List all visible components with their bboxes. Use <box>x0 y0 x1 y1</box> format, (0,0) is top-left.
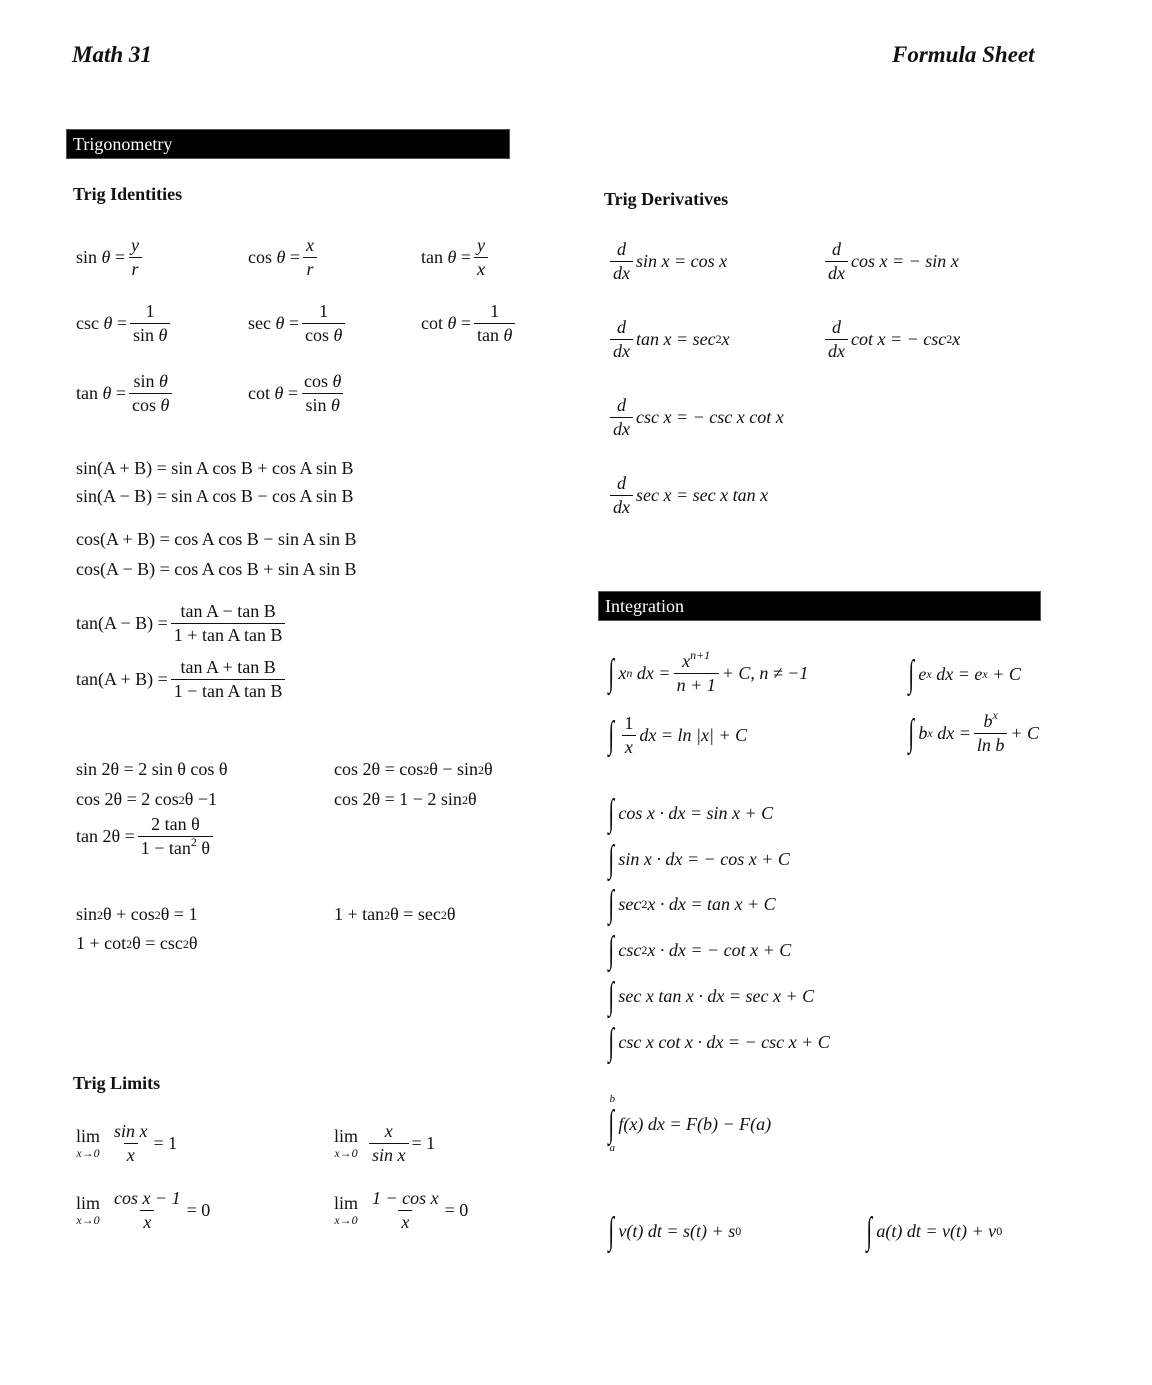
integral-power-rule: ∫ x n dx = $\frac{x^{n+1}}{n + 1}$ + C, n ≠ −1 <box>608 648 809 695</box>
identity-cot: cot θ = $\frac{1}{\text{tan θ}}$ <box>421 302 518 345</box>
identity-sec: sec θ = $\frac{1}{\text{cos θ}}$ <box>248 302 348 345</box>
limit-1-minus-cosx: lim x→0 $\frac{\text{1 − cos x}}{x}$ = 0 <box>334 1188 469 1232</box>
identity-sin-diff: sin(A − B) = sin A cos B − cos A sin B <box>76 486 354 506</box>
identity-cos-sum: cos(A + B) = cos A cos B − sin A sin B <box>76 529 357 549</box>
identity-csc: csc θ = $\frac{1}{\text{sin θ}}$ <box>76 302 173 345</box>
identity-pythagorean-tan: 1 + tan 2 θ = sec 2 θ <box>334 904 456 924</box>
identity-pythagorean-cot: 1 + cot 2 θ = csc 2 θ <box>76 933 198 953</box>
subhead-trig-derivatives: Trig Derivatives <box>604 189 729 209</box>
section-integration: Integration <box>598 591 1041 621</box>
identity-tan-ratio: tan θ = $\frac{\text{sin θ}}{\text{cos θ}}$ <box>76 372 175 415</box>
identity-cos: cos θ = $\frac{x}{r}$ <box>248 236 320 279</box>
identity-cos-double-c: cos 2θ = 1 − 2 sin 2 θ <box>334 789 477 809</box>
derivative-tan: $\frac{d}{dx}$ tan x = sec 2 x <box>607 318 730 361</box>
identity-pythagorean: sin 2 θ + cos 2 θ = 1 <box>76 904 198 924</box>
limit-sinx-over-x: lim x→0 $\frac{\text{sin x}}{x}$ = 1 <box>76 1121 178 1165</box>
course-title: Math 31 <box>72 42 152 67</box>
integral-acceleration: ∫ a(t) dt = v(t) + v 0 <box>866 1210 1003 1252</box>
subhead-trig-limits: Trig Limits <box>73 1073 161 1093</box>
derivative-csc: $\frac{d}{dx}$ csc x = − csc x cot x <box>607 396 784 439</box>
identity-tan-double: tan 2θ = $\frac{\text{2 tan θ}}{1 - \tan^2 \theta}$ <box>76 815 216 858</box>
derivative-cot: $\frac{d}{dx}$ cot x = − csc 2 x <box>822 318 960 361</box>
subhead-trig-identities: Trig Identities <box>73 184 183 204</box>
integral-velocity: ∫ v(t) dt = s(t) + s 0 <box>608 1210 742 1252</box>
integral-cos: ∫ cos x · dx = sin x + C <box>608 792 774 834</box>
integral-sec-squared: ∫ sec 2 x · dx = tan x + C <box>608 883 776 925</box>
identity-tan-diff: tan(A − B) = $\frac{\text{tan A − tan B}}{\text{1 + tan A tan B}}$ <box>76 602 288 645</box>
identity-tan-sum: tan(A + B) = $\frac{\text{tan A + tan B}}{\text{1 − tan A tan B}}$ <box>76 658 288 701</box>
identity-sin-sum: sin(A + B) = sin A cos B + cos A sin B <box>76 458 354 478</box>
derivative-sin: $\frac{d}{dx}$ sin x = cos x <box>607 240 727 283</box>
fundamental-theorem: b ∫ a f(x) dx = F(b) − F(a) <box>608 1093 772 1154</box>
integral-csc-cot: ∫ csc x cot x · dx = − csc x + C <box>608 1021 830 1063</box>
derivative-sec: $\frac{d}{dx}$ sec x = sec x tan x <box>607 474 768 517</box>
integral-base-b-exp: ∫ b x dx = $\frac{b^x}{\text{ln b}}$ + C <box>908 708 1040 755</box>
integral-csc-squared: ∫ csc 2 x · dx = − cot x + C <box>608 929 792 971</box>
identity-cos-double-a: cos 2θ = cos 2 θ − sin 2 θ <box>334 759 493 779</box>
identity-sin-double: sin 2θ = 2 sin θ cos θ <box>76 759 228 779</box>
section-trigonometry: Trigonometry <box>66 129 510 159</box>
identity-tan: tan θ = $\frac{y}{x}$ <box>421 236 491 279</box>
limit-x-over-sinx: lim x→0 $\frac{x}{\text{sin x}}$ = 1 <box>334 1121 436 1165</box>
integral-reciprocal: ∫ $\frac{1}{x}$ dx = ln |x| + C <box>608 713 748 757</box>
identity-cos-diff: cos(A − B) = cos A cos B + sin A sin B <box>76 559 357 579</box>
integral-exp: ∫ e x dx = e x + C <box>908 653 1021 695</box>
limit-cosx-minus-1: lim x→0 $\frac{\text{cos x − 1}}{x}$ = 0 <box>76 1188 211 1232</box>
identity-sin: sin θ = $\frac{y}{r}$ <box>76 236 145 279</box>
identity-cos-double-b: cos 2θ = 2 cos 2 θ −1 <box>76 789 218 809</box>
derivative-cos: $\frac{d}{dx}$ cos x = − sin x <box>822 240 959 283</box>
identity-cot-ratio: cot θ = $\frac{\text{cos θ}}{\text{sin θ}}$ <box>248 371 342 415</box>
integral-sin: ∫ sin x · dx = − cos x + C <box>608 838 790 880</box>
integral-sec-tan: ∫ sec x tan x · dx = sec x + C <box>608 975 815 1017</box>
sheet-title: Formula Sheet <box>892 42 1035 67</box>
